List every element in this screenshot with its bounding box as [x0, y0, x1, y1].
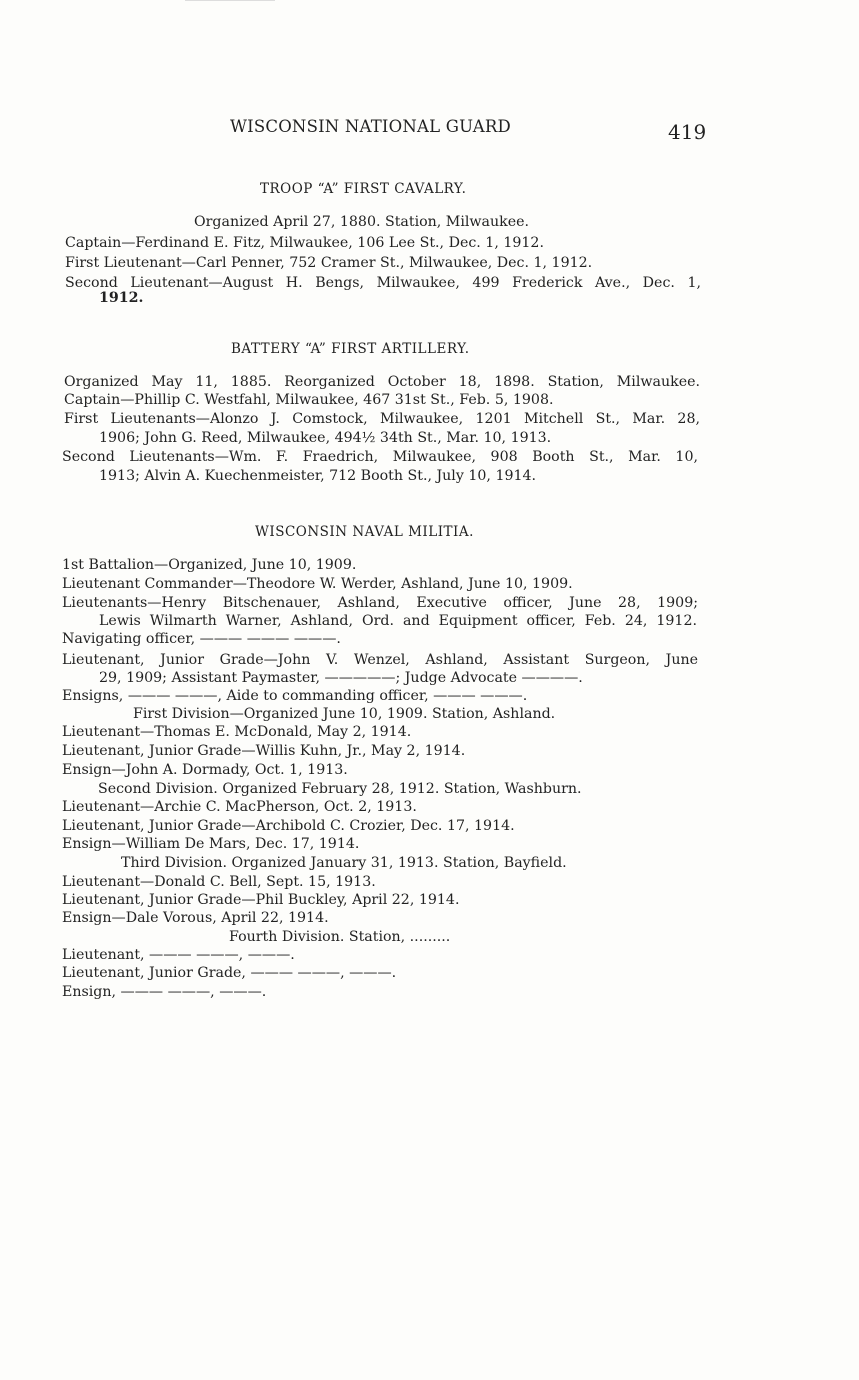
text-line: Second Lieutenant—August H. Bengs, Milwaukee, 499 Frederick Ave., Dec. 1,	[65, 275, 701, 291]
text-line: Lieutenant, Junior Grade—Phil Buckley, April 22, 1914.	[62, 892, 460, 908]
text-line: Lieutenant Commander—Theodore W. Werder, Ashland, June 10, 1909.	[62, 576, 573, 592]
division-heading: First Division—Organized June 10, 1909. Station, Ashland.	[133, 706, 556, 722]
text-line: Lieutenant—Archie C. MacPherson, Oct. 2, 1913.	[62, 799, 417, 815]
troop-organized: Organized April 27, 1880. Station, Milwaukee.	[194, 214, 530, 230]
text-line: 1913; Alvin A. Kuechenmeister, 712 Booth St., July 10, 1914.	[99, 468, 537, 484]
text-line: Lieutenant—Thomas E. McDonald, May 2, 1914.	[62, 724, 412, 740]
text-line: Lieutenant, Junior Grade—Willis Kuhn, Jr., May 2, 1914.	[62, 743, 466, 759]
text-line: Lewis Wilmarth Warner, Ashland, Ord. and Equipment officer, Feb. 24, 1912.	[99, 613, 697, 629]
section-title-text: WISCONSIN NAVAL MILITIA.	[255, 524, 474, 540]
text-line: 1912.	[99, 290, 144, 306]
text-line: Lieutenant, Junior Grade—John V. Wenzel, Ashland, Assistant Surgeon, June	[62, 652, 698, 668]
running-head: WISCONSIN NATIONAL GUARD	[230, 117, 511, 136]
section-title-text: TROOP “A” FIRST CAVALRY.	[260, 181, 467, 197]
text-line: Ensign—Dale Vorous, April 22, 1914.	[62, 910, 329, 926]
text-line: Lieutenant, ——— ———, ———.	[62, 947, 295, 963]
page-number: 419	[668, 120, 707, 144]
text-line: Ensign—John A. Dormady, Oct. 1, 1913.	[62, 762, 348, 778]
text-line: First Lieutenants—Alonzo J. Comstock, Milwaukee, 1201 Mitchell St., Mar. 28,	[64, 411, 700, 427]
section-title-text: BATTERY “A” FIRST ARTILLERY.	[231, 341, 470, 357]
division-heading: Third Division. Organized January 31, 1913. Station, Bayfield.	[121, 855, 567, 871]
text-line: 1906; John G. Reed, Milwaukee, 494½ 34th St., Mar. 10, 1913.	[99, 430, 552, 446]
text-line: Lieutenant, Junior Grade—Archibold C. Crozier, Dec. 17, 1914.	[62, 818, 515, 834]
text-line: Organized May 11, 1885. Reorganized October 18, 1898. Station, Milwaukee.	[64, 374, 700, 390]
text-line: First Lieutenant—Carl Penner, 752 Cramer St., Milwaukee, Dec. 1, 1912.	[65, 255, 593, 271]
division-heading: Second Division. Organized February 28, 1912. Station, Washburn.	[98, 781, 582, 797]
text-line: Ensigns, ——— ———, Aide to commanding officer, ——— ———.	[62, 688, 528, 704]
text-line: Ensign—William De Mars, Dec. 17, 1914.	[62, 836, 360, 852]
text-line: Captain—Ferdinand E. Fitz, Milwaukee, 106 Lee St., Dec. 1, 1912.	[65, 235, 544, 251]
text-line: Second Lieutenants—Wm. F. Fraedrich, Milwaukee, 908 Booth St., Mar. 10,	[62, 449, 698, 465]
text-line: Lieutenant—Donald C. Bell, Sept. 15, 1913.	[62, 874, 376, 890]
text-line: 29, 1909; Assistant Paymaster, —————; Judge Advocate ————.	[99, 670, 583, 686]
division-heading: Fourth Division. Station, .........	[229, 929, 451, 945]
text-line: Ensign, ——— ———, ———.	[62, 984, 267, 1000]
text-line: Captain—Phillip C. Westfahl, Milwaukee, 467 31st St., Feb. 5, 1908.	[64, 392, 554, 408]
text-line: Lieutenant, Junior Grade, ——— ———, ———.	[62, 965, 397, 981]
scan-artifact	[185, 0, 275, 1]
text-line: Navigating officer, ——— ——— ———.	[62, 631, 341, 647]
text-line: 1st Battalion—Organized, June 10, 1909.	[62, 557, 357, 573]
text-line: Lieutenants—Henry Bitschenauer, Ashland, Executive officer, June 28, 1909;	[62, 595, 698, 611]
